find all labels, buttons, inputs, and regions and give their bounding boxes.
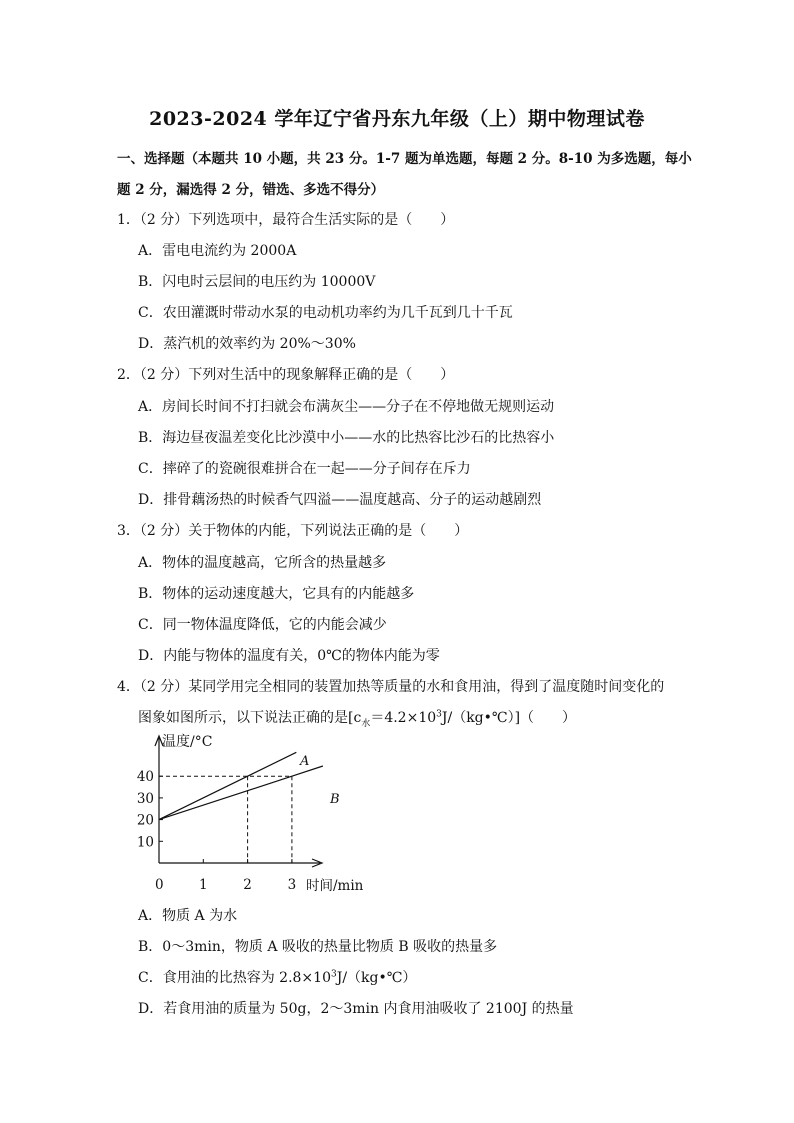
section-header-line2: 题 2 分，漏选得 2 分，错选、多选不得分） (117, 182, 385, 198)
question-3-stem: 3．（2 分）关于物体的内能，下列说法正确的是（ ） (117, 523, 469, 539)
x-tick-label: 3 (287, 877, 297, 893)
line-a-label: A (300, 754, 310, 769)
question-1-option-b: B．闪电时云层间的电压约为 10000V (138, 274, 376, 290)
question-3-option-b: B．物体的运动速度越大，它具有的内能越多 (138, 586, 415, 602)
section-header-line1: 一、选择题（本题共 10 小题，共 23 分。1-7 题为单选题，每题 2 分。8-10 为多选题，每小 (117, 151, 692, 167)
question-4-option-a: A．物质 A 为水 (138, 908, 238, 924)
question-4-stem-unit: J/（kg•℃）]（ ） (441, 710, 577, 726)
question-3-option-d: D．内能与物体的温度有关，0℃的物体内能为零 (138, 648, 440, 664)
question-2-option-b: B．海边昼夜温差变化比沙漠中小——水的比热容比沙石的比热容小 (138, 430, 555, 446)
question-1-stem: 1．（2 分）下列选项中，最符合生活实际的是（ ） (117, 212, 455, 228)
question-2-option-a: A．房间长时间不打扫就会布满灰尘——分子在不停地做无规则运动 (138, 399, 555, 415)
y-tick-label: 40 (136, 769, 154, 786)
question-4-option-b: B．0～3min，物质 A 吸收的热量比物质 B 吸收的热量多 (138, 939, 498, 955)
question-4-option-c (138, 967, 416, 987)
x-tick-label: 2 (243, 877, 252, 893)
page-title: 2023-2024 学年辽宁省丹东九年级（上）期中物理试卷 (149, 108, 645, 130)
question-4-option-d: D．若食用油的质量为 50g，2～3min 内食用油吸收了 2100J 的热量 (138, 1001, 574, 1017)
y-axis-label: 温度/°C (162, 734, 213, 750)
graph-ticks (137, 769, 296, 893)
y-tick-label: 20 (136, 812, 154, 829)
option-c-unit: J/（kg•℃） (336, 970, 417, 986)
question-3-option-c: C．同一物体温度降低，它的内能会减少 (138, 617, 387, 633)
graph-axes (155, 736, 322, 867)
y-tick-label: 30 (136, 790, 154, 807)
question-4-stem-text: 图象如图所示，以下说法正确的是[c (138, 710, 362, 726)
question-2-option-c: C．摔碎了的瓷碗很难拼合在一起——分子间存在斥力 (138, 461, 471, 477)
question-3-option-a: A．物体的温度越高，它所含的热量越多 (138, 555, 387, 571)
line-b (159, 766, 323, 820)
question-4-stem-value: ＝4.2×10 (370, 710, 437, 726)
c-water-subscript: 水 (361, 718, 371, 729)
exponent: 3 (330, 969, 337, 980)
question-4-stem: 4．（2 分）某同学用完全相同的装置加热等质量的水和食用油，得到了温度随时间变化的 (117, 679, 665, 695)
question-2-option-d: D．排骨藕汤热的时候香气四溢——温度越高、分子的运动越剧烈 (138, 492, 542, 508)
x-tick-label: 1 (199, 877, 208, 893)
temperature-time-graph (130, 728, 380, 893)
option-c-text: C．食用油的比热容为 2.8×10 (138, 970, 331, 986)
question-1-option-d: D．蒸汽机的效率约为 20%～30% (138, 336, 356, 352)
x-axis-label: 时间/min (306, 878, 364, 893)
question-4-stem-line2 (138, 707, 576, 727)
question-2-stem: 2．（2 分）下列对生活中的现象解释正确的是（ ） (117, 367, 455, 383)
y-tick-label: 10 (136, 834, 154, 851)
origin-label: 0 (155, 877, 164, 893)
line-b-label: B (330, 792, 340, 807)
line-a (159, 752, 296, 819)
graph-guides (159, 776, 292, 863)
question-1-option-c: C．农田灌溉时带动水泵的电动机功率约为几千瓦到几十千瓦 (138, 305, 513, 321)
graph-lines (159, 752, 323, 819)
exponent: 3 (436, 709, 442, 720)
question-1-option-a: A．雷电电流约为 2000A (138, 243, 297, 259)
